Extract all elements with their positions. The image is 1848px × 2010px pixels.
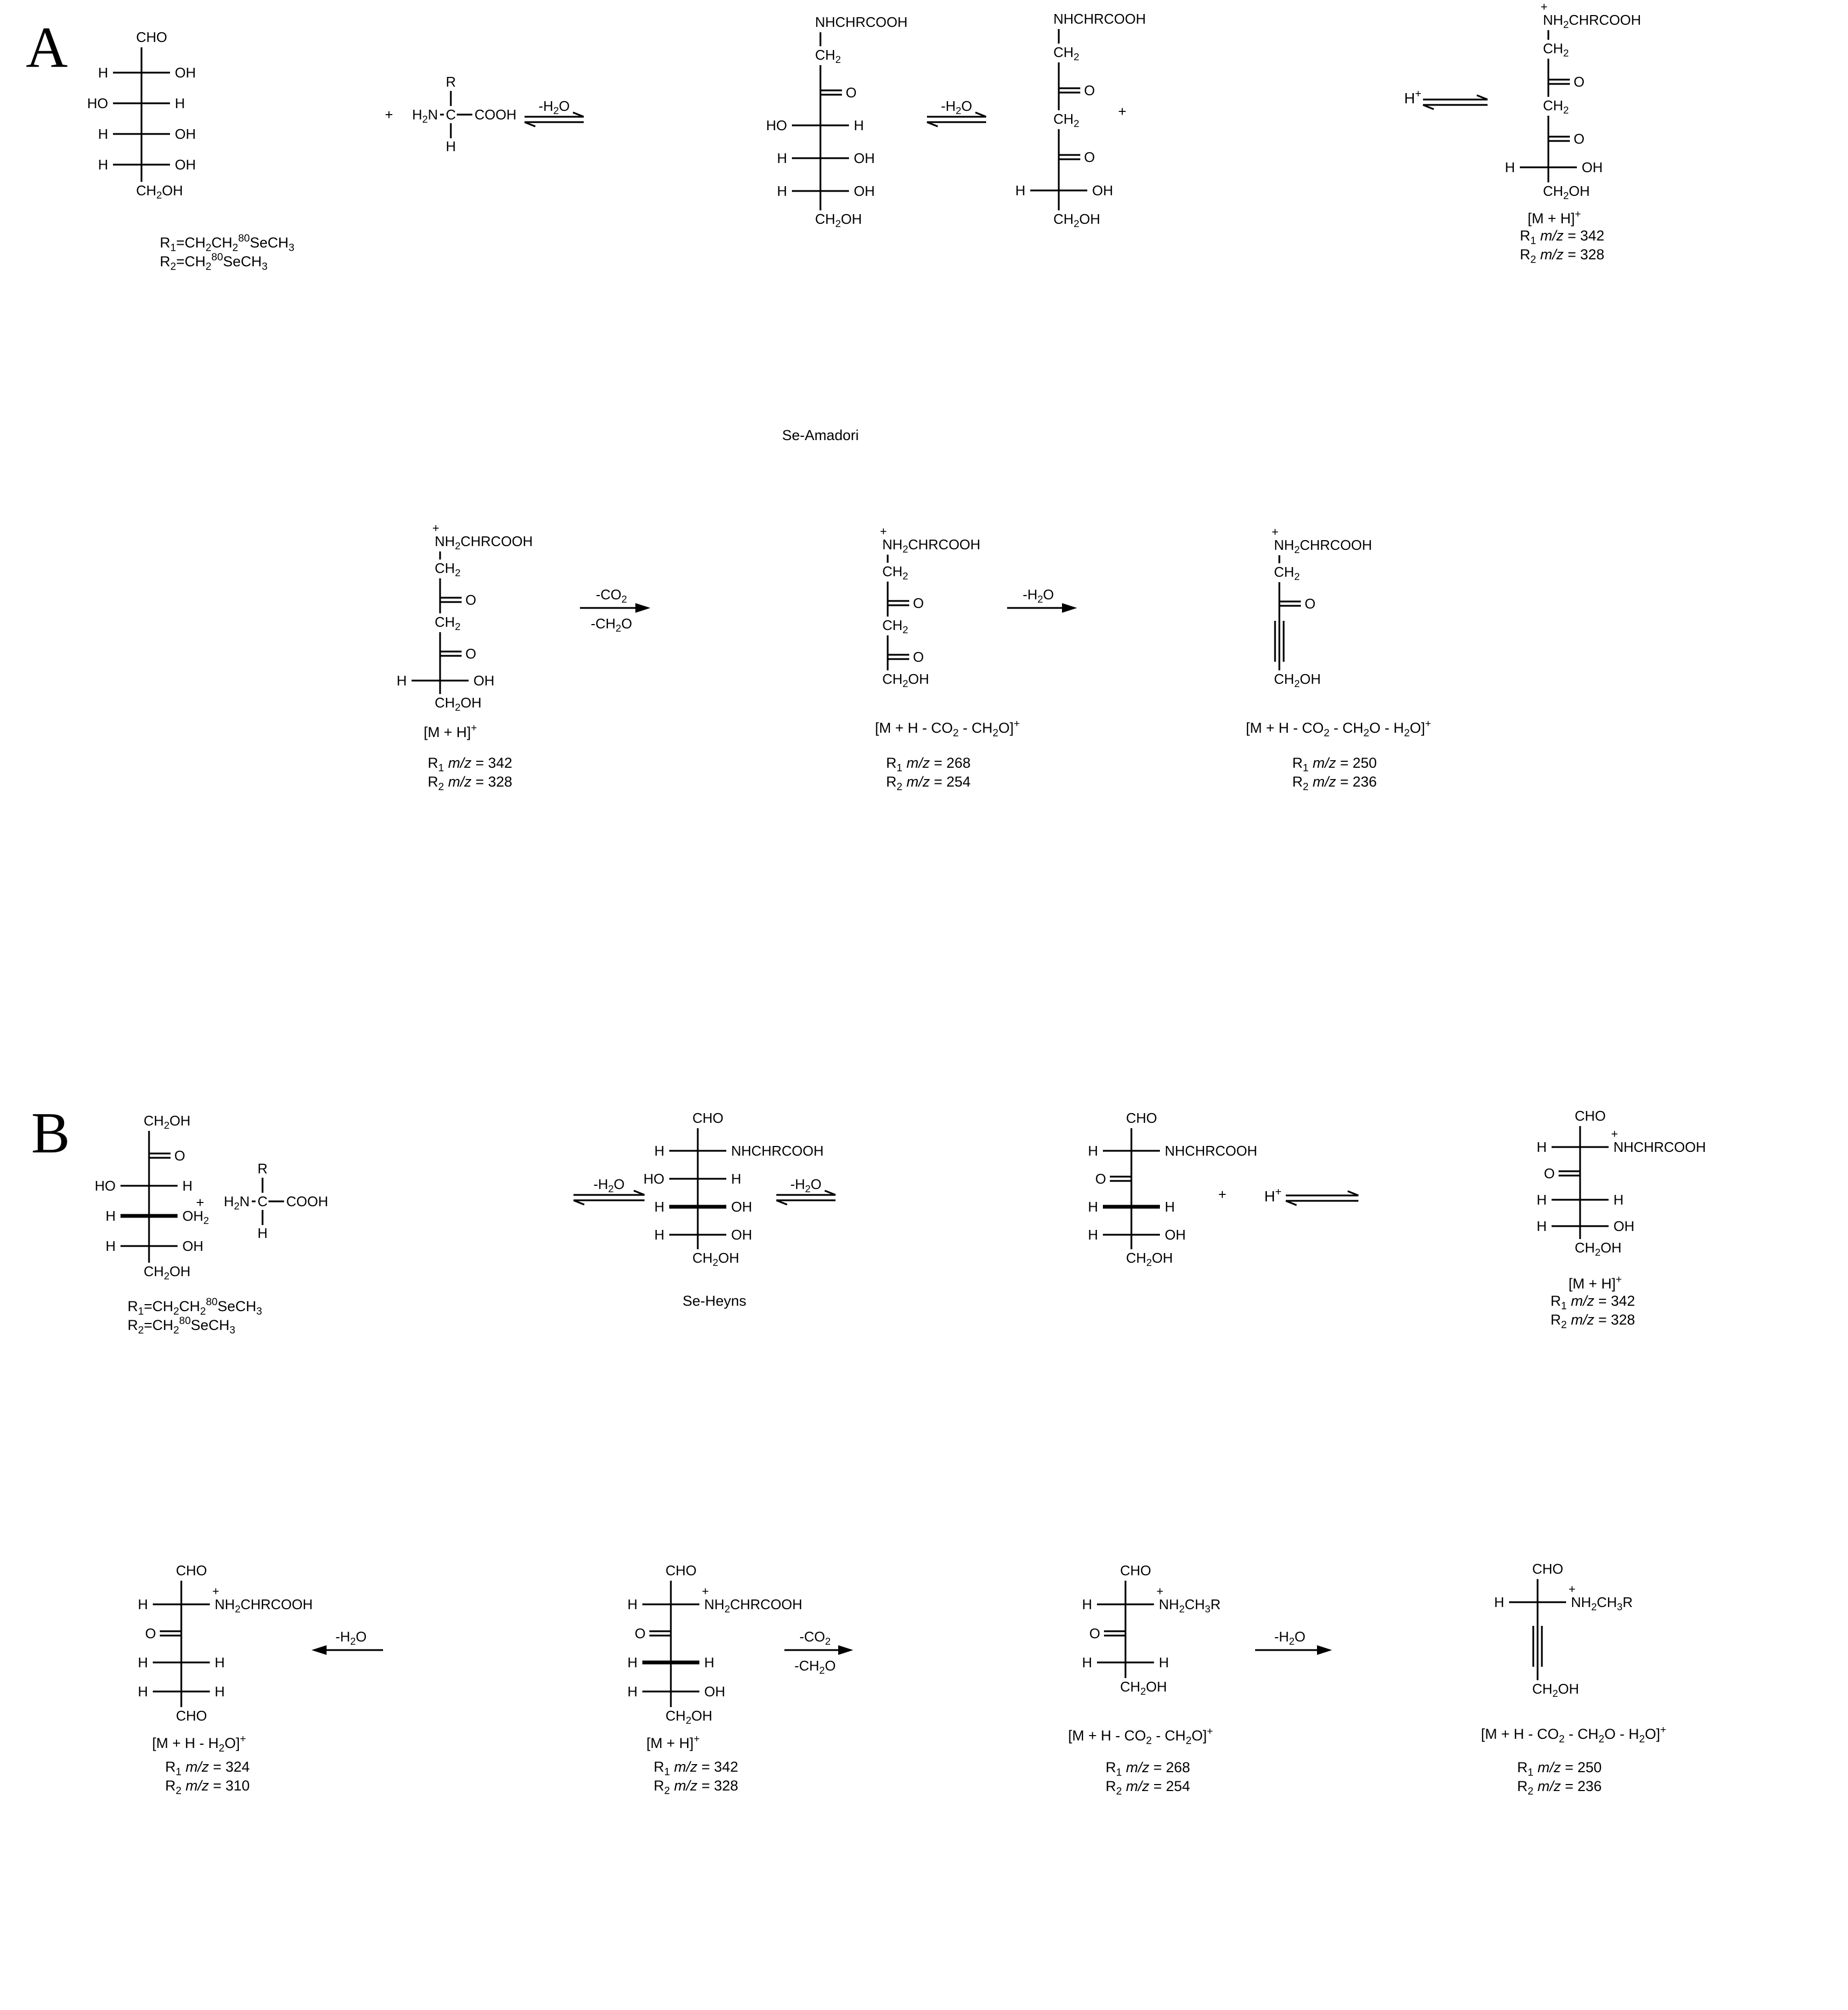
oxygen-label: O [1089,1625,1100,1641]
right-substituent: OH [1613,1218,1634,1234]
right-substituent: OH [1582,159,1603,175]
structure-b-protonated [1537,1108,1706,1258]
arrow-condition-above: $-H_2O$ [790,1176,822,1195]
caption-text: $R_1$ m/z = 342 [428,755,513,774]
caption-text: $R_1$ m/z = 250 [1292,755,1377,774]
chain-label: NHCHRCOOH [1053,11,1146,27]
left-substituent: H [654,1227,664,1243]
caption [782,427,859,443]
left-substituent: H [627,1596,638,1612]
oxygen-label: O [846,84,857,101]
oxygen-label: O [1543,1165,1555,1181]
right-substituent: OH [854,183,875,199]
chain-label: $CH_2OH$ [1532,1681,1579,1700]
equilibrium-arrow [525,98,584,126]
caption-text: $R_2$ m/z = 236 [1292,774,1377,793]
chain-label: $CH_2$ [882,563,908,582]
caption-text: $R_2$ m/z = 236 [1517,1778,1602,1797]
caption [1550,1293,1635,1312]
charge-plus: + [1271,525,1279,539]
caption-text: Se-Heyns [682,1293,747,1309]
right-substituent: $NH_2CHRCOOH$ [704,1596,803,1615]
plus-sign [1218,1186,1226,1202]
chain-label: $CH_2$ [1543,97,1569,116]
equilibrium-arrow [1286,1191,1358,1205]
chain-label: $CH_2OH$ [1053,211,1100,230]
arrow-head [838,1645,853,1655]
chain-label: $CH_2$ [882,617,908,636]
arrow-condition-above: $-H_2O$ [1274,1629,1306,1647]
caption-text: [M + H]+ [1568,1273,1622,1292]
charge-plus: + [432,521,440,535]
right-substituent: H [1159,1654,1169,1671]
right-substituent: OH [731,1227,752,1243]
caption [1106,1759,1190,1779]
left-substituent: H [1537,1218,1547,1234]
chain-label: $NH_2CHRCOOH$ [882,536,981,555]
structure-b2-loss1 [1082,1562,1221,1697]
chain-label: CHO [1532,1561,1563,1577]
right-substituent: H [1165,1199,1175,1215]
caption-text: $[M + H - CO_2 - CH_2O]^+$ [875,718,1020,739]
left-substituent: HO [766,117,787,133]
caption-text: $R_2$ m/z = 254 [1106,1778,1191,1797]
chain-label: CHO [176,1708,207,1724]
hydrogen-label: H [445,138,456,154]
right-substituent: H [215,1683,225,1700]
caption-text: $R_1$ m/z = 342 [1550,1293,1635,1312]
arrow-condition-above: $-H_2O$ [1022,586,1054,605]
plus-sign-glyph: + [1118,103,1127,119]
oxygen-label: O [465,646,477,662]
charge-plus: + [1611,1127,1618,1141]
right-substituent: OH [175,126,196,142]
left-substituent: H [1537,1192,1547,1208]
caption [886,774,971,793]
arrow-condition-above: $-H_2O$ [940,98,973,117]
charge-plus: + [702,1584,709,1598]
oxygen-label: O [913,649,924,665]
left-substituent: H [396,673,407,689]
oxygen-label: O [634,1625,646,1641]
structure-b-fructose [95,1113,209,1282]
caption-text: $[M + H - CO_2 - CH_2O]^+$ [1068,1725,1213,1747]
left-substituent: H [138,1596,148,1612]
charge-plus: + [212,1584,220,1598]
oxygen-label: O [1095,1171,1106,1187]
caption [128,1315,235,1336]
charge-plus: + [880,525,887,538]
caption [1517,1778,1602,1797]
caption-text: $R_1$ m/z = 342 [654,1759,739,1778]
left-substituent: H [138,1683,148,1700]
amine-label: $H_2N$ [412,107,438,125]
caption [1481,1724,1667,1745]
caption [152,1733,246,1754]
structure-a2-mh [396,521,533,713]
left-substituent: HO [643,1171,664,1187]
left-substituent: H [1015,182,1025,199]
charge-plus: + [1568,1582,1576,1596]
carboxyl-label: COOH [475,107,516,123]
caption [1568,1273,1622,1292]
caption [1068,1725,1213,1746]
caption [1550,1312,1635,1331]
right-substituent: OH [473,673,494,689]
chain-label: $CH_2OH$ [144,1263,190,1282]
structure-a-glucose [87,29,196,201]
left-substituent: H [105,1238,116,1254]
left-substituent: H [1537,1139,1547,1155]
right-substituent: $NH_2CHRCOOH$ [215,1596,313,1615]
left-substituent: H [1088,1199,1098,1215]
reaction-arrow [784,1629,853,1676]
right-substituent: H [854,117,864,133]
left-substituent: H [98,126,108,142]
caption [1520,246,1604,266]
panel-label-A [26,16,68,80]
left-substituent: H [1088,1227,1098,1243]
amino-acid-b [224,1160,328,1241]
arrow-head [635,603,650,613]
caption-text: $R_1=CH_2CH_2^{80}SeCH_3$ [160,232,295,254]
caption [646,1733,699,1751]
proton-label [1404,88,1421,107]
caption-text: [M + H]+ [423,722,477,740]
oxygen-label: O [145,1625,156,1641]
plus-sign [385,107,393,123]
structure-b-dehydrated [1088,1110,1257,1268]
arrow-condition-above: $-CO_2$ [596,586,627,605]
caption [165,1759,250,1778]
chain-label: $CH_2OH$ [1575,1240,1622,1258]
caption [654,1759,738,1778]
structure-b2-loss2 [1494,1561,1633,1699]
oxygen-label: O [1574,74,1585,90]
right-substituent: OH [731,1199,752,1215]
chain-label: $CH_2OH$ [692,1250,739,1269]
right-substituent: OH [175,65,196,81]
caption-text: $R_2$ m/z = 328 [654,1778,739,1797]
right-substituent: $OH_2$ [182,1208,209,1227]
left-substituent: H [98,157,108,173]
structure-a-se-amadori [766,14,908,229]
left-substituent: H [1082,1596,1092,1612]
left-substituent: H [1494,1594,1504,1610]
charge-plus: + [1540,0,1548,13]
right-substituent: OH [1092,182,1113,199]
chain-label: $NH_2CHRCOOH$ [1543,12,1641,31]
structure-a2-loss2 [1272,525,1372,689]
amine-label: $H_2N$ [224,1193,250,1212]
caption-text: $R_1$ m/z = 268 [1106,1759,1191,1779]
left-substituent: H [777,183,787,199]
caption [428,774,512,793]
right-substituent: OH [1165,1227,1186,1243]
caption [428,755,512,774]
reaction-arrow [580,586,650,634]
chain-label: $CH_2$ [1274,564,1300,583]
chain-label: CHO [692,1110,724,1126]
ion-text: H+ [1264,1186,1282,1205]
structure-a-protonated [1505,0,1641,201]
caption-text: [M + H]+ [1527,208,1581,227]
amino-acid-a [412,74,516,154]
reaction-arrow [311,1629,383,1655]
r-group-label: R [257,1160,268,1177]
chain-label: CHO [1575,1108,1606,1124]
chain-label: $CH_2$ [815,47,841,66]
chain-label: $CH_2$ [1053,111,1079,130]
caption-text: $R_2$ m/z = 254 [886,774,971,793]
chain-label: $CH_2OH$ [144,1113,190,1131]
caption-text: $R_1$ m/z = 324 [165,1759,250,1778]
plus-sign-glyph: + [1218,1186,1227,1202]
left-substituent: H [654,1143,664,1159]
arrow-head [311,1645,327,1655]
left-substituent: H [777,150,787,166]
caption-text: $R_2$ m/z = 328 [428,774,513,793]
caption-text: $R_2=CH_2^{80}SeCH_3$ [160,251,268,273]
plus-sign [196,1194,204,1211]
equilibrium-arrow [927,98,986,126]
caption [128,1296,262,1317]
chain-label: $CH_2OH$ [435,695,482,713]
caption [875,718,1019,739]
carboxyl-label: COOH [286,1193,328,1209]
caption [165,1778,250,1797]
caption [1520,228,1604,247]
chain-label: $CH_2OH$ [882,671,929,690]
chain-label: CHO [1120,1562,1151,1579]
caption [1246,718,1432,739]
chain-label: $NH_2CHRCOOH$ [435,533,533,552]
arrow-condition-above: $-H_2O$ [538,98,570,117]
chain-label: $CH_2$ [1053,44,1079,63]
alpha-carbon-label: C [445,107,456,123]
caption-text: [M + H]+ [646,1733,700,1751]
caption-text: $[M + H - H_2O]^+$ [152,1733,246,1754]
arrow-condition-above: $-CO_2$ [799,1629,831,1647]
right-substituent: H [175,95,185,111]
left-substituent: HO [95,1178,116,1194]
caption-text: $[M + H - CO_2 - CH_2O - H_2O]^+$ [1481,1724,1667,1745]
left-substituent: H [1088,1143,1098,1159]
left-substituent: H [138,1654,148,1671]
chain-label: $NH_2CHRCOOH$ [1274,537,1372,556]
plus-sign-glyph: + [385,107,393,123]
caption-text: $R_1$ m/z = 250 [1517,1759,1602,1779]
right-substituent: H [731,1171,741,1187]
chain-label: CHO [665,1562,697,1579]
panel-letter: B [31,1101,70,1165]
chain-label: $CH_2OH$ [1274,671,1321,690]
right-substituent: H [215,1654,225,1671]
right-substituent: H [704,1654,714,1671]
oxygen-label: O [465,592,477,608]
right-substituent: H [182,1178,193,1194]
oxygen-label: O [913,595,924,611]
equilibrium-arrow [776,1176,836,1205]
caption [654,1778,738,1797]
right-substituent: $NH_2CH_3R$ [1159,1596,1221,1615]
panel-letter: A [26,16,68,80]
chain-label: $CH_2$ [1543,40,1569,59]
left-substituent: H [1082,1654,1092,1671]
caption [160,251,267,272]
left-substituent: H [654,1199,664,1215]
plus-sign-glyph: + [196,1194,204,1211]
caption-text: $R_1$ m/z = 268 [886,755,971,774]
right-substituent: OH [175,157,196,173]
hydrogen-label: H [257,1225,268,1241]
chain-label: $CH_2OH$ [1120,1679,1167,1697]
proton-label [1264,1186,1281,1205]
left-substituent: H [98,65,108,81]
caption [1527,208,1581,227]
caption [160,232,294,253]
chain-label: $CH_2OH$ [136,182,183,201]
caption-text: $R_2$ m/z = 310 [165,1778,250,1797]
right-substituent: $NH_2CH_3R$ [1571,1594,1633,1613]
right-substituent: OH [854,150,875,166]
caption [1292,755,1377,774]
right-substituent: OH [704,1683,725,1700]
chain-label: $CH_2OH$ [815,211,862,230]
reaction-arrow [1255,1629,1332,1655]
ion-text: H+ [1404,88,1422,107]
arrow-condition-below: $-CH_2O$ [591,615,632,634]
caption-text: $R_1=CH_2CH_2^{80}SeCH_3$ [128,1296,263,1318]
alpha-carbon-label: C [257,1193,268,1209]
caption [683,1293,747,1309]
chain-label: $CH_2OH$ [1543,183,1590,202]
caption-text: $R_2=CH_2^{80}SeCH_3$ [128,1315,236,1336]
equilibrium-arrow [1423,95,1488,109]
chain-label: NHCHRCOOH [815,14,908,30]
caption-text: $R_2$ m/z = 328 [1520,246,1605,266]
chain-label: $CH_2$ [435,614,461,633]
caption [1517,1759,1602,1779]
r-group-label: R [445,74,456,90]
oxygen-label: O [1084,82,1095,98]
left-substituent: H [105,1208,116,1224]
arrow-head [1317,1645,1332,1655]
structure-a-dehydrated [1015,11,1146,229]
chain-label: $CH_2OH$ [1126,1250,1173,1269]
caption [1292,774,1377,793]
oxygen-label: O [1084,149,1095,165]
left-substituent: H [627,1654,638,1671]
left-substituent: H [1505,159,1515,175]
structure-b2-mh [627,1562,802,1726]
left-substituent: H [627,1683,638,1700]
arrow-condition-below: $-CH_2O$ [794,1658,836,1676]
caption-text: $R_1$ m/z = 342 [1520,228,1605,247]
oxygen-label: O [174,1148,186,1164]
oxygen-label: O [1574,131,1585,147]
caption [423,722,477,740]
chain-label: CHO [136,29,167,45]
structure-b2-mh-h2o [138,1562,313,1724]
right-substituent: NHCHRCOOH [731,1143,824,1159]
caption [1106,1778,1190,1797]
arrow-head [1062,603,1077,613]
right-substituent: NHCHRCOOH [1165,1143,1257,1159]
caption [886,755,971,774]
chain-label: $CH_2$ [435,560,461,579]
reaction-arrow [1007,586,1077,613]
right-substituent: OH [182,1238,203,1254]
right-substituent: NHCHRCOOH [1613,1139,1706,1155]
structure-a2-loss1 [880,525,981,689]
charge-plus: + [1156,1584,1164,1598]
equilibrium-arrow [573,1176,645,1205]
plus-sign [1118,103,1126,119]
oxygen-label: O [1305,596,1316,612]
left-substituent: HO [87,95,108,111]
caption-text: $[M + H - CO_2 - CH_2O - H_2O]^+$ [1245,718,1432,739]
chain-label: $CH_2OH$ [665,1708,712,1726]
chain-label: CHO [176,1562,207,1579]
arrow-condition-above: $-H_2O$ [335,1629,367,1647]
arrow-condition-above: $-H_2O$ [593,1176,625,1195]
chain-label: CHO [1126,1110,1157,1126]
caption-text: Se-Amadori [782,427,859,443]
panel-label-B [31,1101,70,1165]
caption-text: $R_2$ m/z = 328 [1550,1312,1635,1331]
right-substituent: H [1613,1192,1624,1208]
